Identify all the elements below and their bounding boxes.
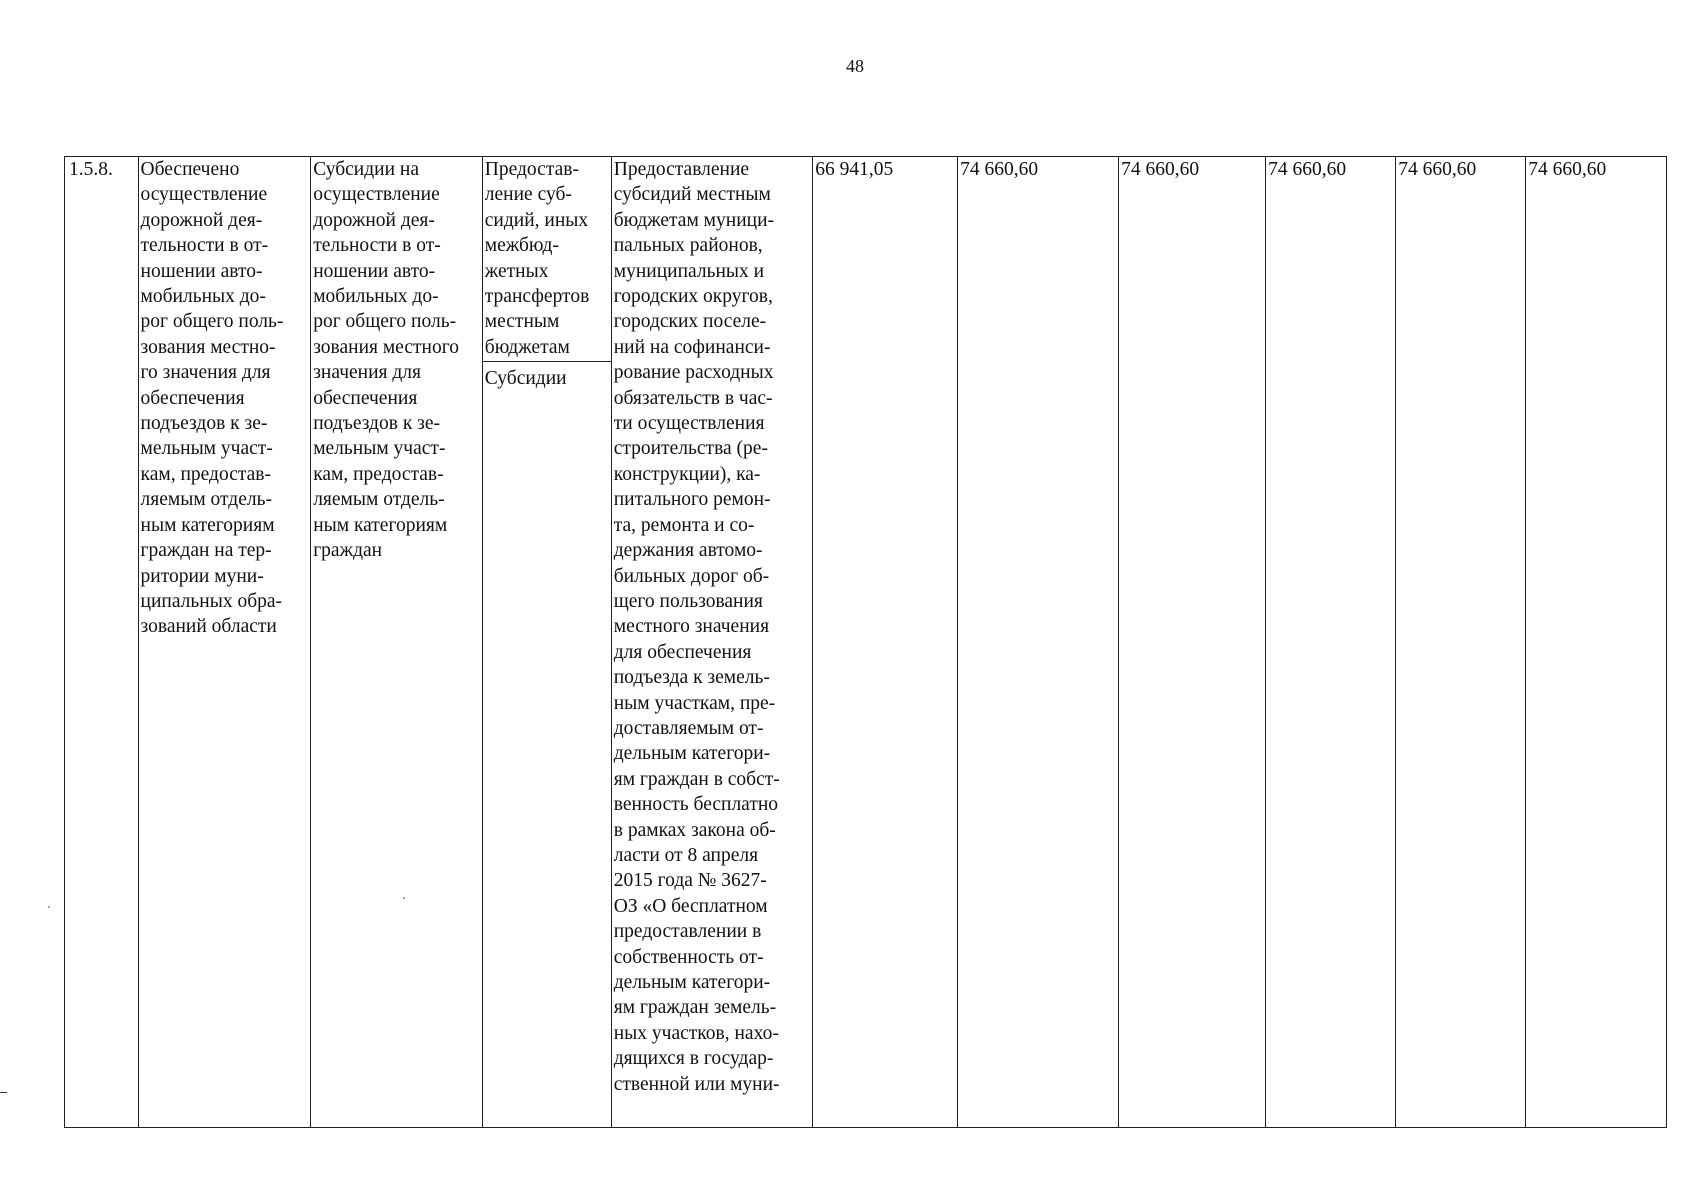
scan-mark <box>0 1092 7 1093</box>
scan-speck <box>403 897 405 899</box>
description-cell: Предоставление субсидий местным бюджетам муници- пальных районов, муниципальных и городских округов, городских поселе- ний на софинанси- рование расходных обязательств в час- ти осуществления строительства (ре- конструкции), ка- питального ремон- та, ремонта и со- держания автомо- бильных дорог об- щего пользования местного значения для обеспечения подъезда к земель- ным участкам, пре- доставляемым от- дельным категори- ям граждан в собст- венность бесплатно в рамках закона об- ласти от 8 апреля 2015 года № 3627- ОЗ «О бесплатном предоставлении в собственность от- дельным категори- ям граждан земель- ных участков, нахо- дящихся в государ- ственной или муни- <box>611 157 812 1128</box>
page-number: 48 <box>846 56 864 76</box>
amount-cell: 74 660,60 <box>958 157 1119 1128</box>
amount-cell: 74 660,60 <box>1396 157 1526 1128</box>
amount-cell: 66 941,05 <box>813 157 958 1128</box>
scan-speck <box>48 906 50 908</box>
instrument-subtype: Субсидии <box>484 368 567 390</box>
name-cell: Субсидии на осуществление дорожной дея- тельности в от- ношении авто- мобильных до- рог общего поль- зования местного значения для обеспечения подъездов к зе- мельным участ- кам, предостав- ляемым отдель- ным категориям граждан <box>311 157 483 1128</box>
amount-cell: 74 660,60 <box>1119 157 1266 1128</box>
amount-cell: 74 660,60 <box>1266 157 1396 1128</box>
amount-cell: 74 660,60 <box>1526 157 1667 1128</box>
instrument-cell <box>482 157 611 1128</box>
table-row <box>65 157 1667 1128</box>
row-number: 1.5.8. <box>65 157 139 1128</box>
result-cell: Обеспечено осуществление дорожной дея- тельности в от- ношении авто- мобильных до- рог общего поль- зования местно- го значения для обеспечения подъездов к зе- мельным участ- кам, предостав- ляемым отдель- ным категориям граждан на тер- ритории муни- ципальных обра- зований области <box>138 157 311 1128</box>
program-table <box>64 156 1667 1128</box>
instrument-type: Предостав- ление суб- сидий, иных межбюд- жетных трансфертов местным бюджетам <box>483 157 611 362</box>
